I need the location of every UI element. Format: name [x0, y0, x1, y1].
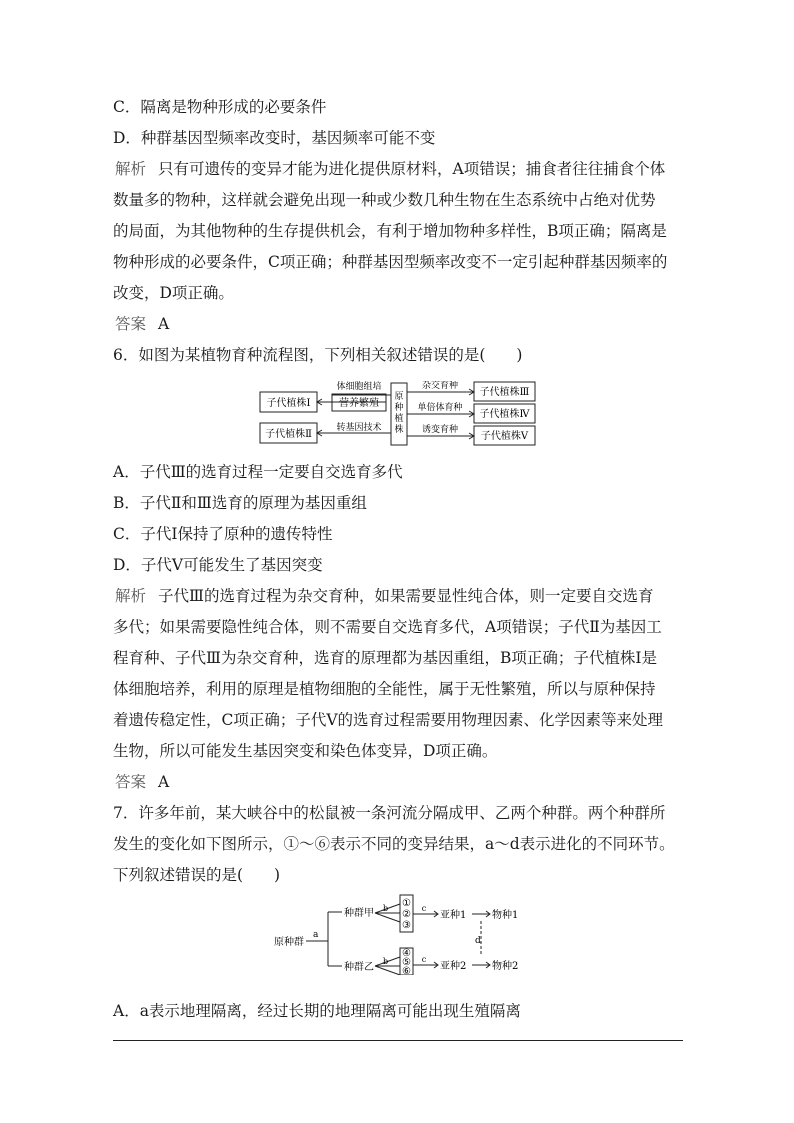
answer-q6: 答案 A — [115, 773, 170, 791]
analysis-label: 解析 — [115, 160, 147, 178]
svg-text:种群甲: 种群甲 — [344, 908, 374, 919]
svg-text:子代植株Ⅰ: 子代植株Ⅰ — [266, 398, 311, 409]
svg-text:⑥: ⑥ — [402, 966, 411, 975]
svg-text:原种植株: 原种植株 — [394, 392, 404, 435]
svg-text:b: b — [383, 904, 389, 913]
option-c-q6: C．子代Ⅰ保持了原种的遗传特性 — [113, 525, 333, 543]
option-a-q7: A．a表示地理隔离，经过长期的地理隔离可能出现生殖隔离 — [113, 1002, 521, 1020]
svg-text:单倍体育种: 单倍体育种 — [417, 403, 463, 413]
svg-text:杂交育种: 杂交育种 — [421, 381, 459, 391]
analysis-q6-line1: 解析 子代Ⅲ的选育过程为杂交育种，如果需要显性纯合体，则一定要自交选育 — [115, 587, 654, 605]
svg-text:子代植株Ⅴ: 子代植株Ⅴ — [480, 431, 529, 442]
svg-text:子代植株Ⅱ: 子代植株Ⅱ — [265, 429, 312, 440]
question-6: 6．如图为某植物育种流程图，下列相关叙述错误的是( ) — [113, 346, 523, 364]
answer-label: 答案 — [115, 315, 147, 333]
svg-text:c: c — [421, 904, 427, 913]
speciation-diagram — [272, 893, 532, 975]
answer-label: 答案 — [115, 773, 147, 791]
svg-text:亚种2: 亚种2 — [440, 961, 467, 972]
svg-text:④: ④ — [402, 948, 411, 959]
question-7-line3: 下列叙述错误的是( ) — [113, 866, 281, 884]
analysis-q5-line4: 物种形成的必要条件，C项正确；种群基因型频率改变不一定引起种群基因频率的 — [113, 253, 668, 271]
svg-text:子代植株Ⅳ: 子代植株Ⅳ — [479, 409, 530, 420]
breeding-flowchart — [258, 381, 538, 447]
svg-text:种群乙: 种群乙 — [344, 962, 374, 973]
analysis-q6-line6: 生物，所以可能发生基因突变和染色体变异，D项正确。 — [113, 742, 498, 760]
analysis-q5-line5: 改变，D项正确。 — [113, 284, 234, 302]
question-7-line2: 发生的变化如下图所示，①～⑥表示不同的变异结果，a～d表示进化的不同环节。 — [113, 835, 675, 853]
svg-text:b: b — [383, 957, 389, 966]
svg-text:转基因技术: 转基因技术 — [336, 423, 382, 433]
svg-text:原种群: 原种群 — [274, 937, 304, 948]
option-d-q5: D．种群基因型频率改变时，基因频率可能不变 — [113, 129, 436, 147]
svg-text:a: a — [313, 930, 319, 940]
svg-text:子代植株Ⅲ: 子代植株Ⅲ — [479, 387, 530, 398]
svg-text:诱变育种: 诱变育种 — [421, 425, 459, 435]
question-7-line1: 7．许多年前，某大峡谷中的松鼠被一条河流分隔成甲、乙两个种群。两个种群所 — [113, 804, 666, 822]
analysis-q5-line2: 数量多的物种，这样就会避免出现一种或少数几种生物在生态系统中占绝对优势 — [113, 191, 656, 209]
svg-text:d: d — [475, 936, 481, 946]
analysis-q6-line3: 程育种、子代Ⅲ为杂交育种，选育的原理都为基因重组，B项正确；子代植株Ⅰ是 — [113, 649, 657, 667]
option-b-q6: B．子代Ⅱ和Ⅲ选育的原理为基因重组 — [113, 494, 367, 512]
svg-text:②: ② — [402, 909, 411, 920]
svg-text:物种1: 物种1 — [492, 910, 519, 921]
analysis-q6-line2: 多代；如果需要隐性纯合体，则不需要自交选育多代，A项错误；子代Ⅱ为基因工 — [113, 618, 662, 636]
svg-text:亚种1: 亚种1 — [440, 910, 467, 921]
svg-text:⑤: ⑤ — [402, 957, 411, 968]
analysis-q6-line5: 着遗传稳定性，C项正确；子代Ⅴ的选育过程需要用物理因素、化学因素等来处理 — [113, 711, 664, 729]
svg-text:物种2: 物种2 — [492, 961, 519, 972]
option-a-q6: A．子代Ⅲ的选育过程一定要自交选育多代 — [113, 463, 403, 481]
analysis-label: 解析 — [115, 587, 147, 605]
svg-text:营养繁殖: 营养繁殖 — [339, 398, 379, 409]
analysis-q5-line3: 的局面，为其他物种的生存提供机会，有利于增加物种多样性，B项正确；隔离是 — [113, 222, 667, 240]
analysis-q5-line1: 解析 只有可遗传的变异才能为进化提供原材料，A项错误；捕食者往往捕食个体 — [115, 160, 666, 178]
svg-text:c: c — [421, 955, 427, 964]
svg-text:③: ③ — [402, 920, 411, 931]
svg-text:①: ① — [402, 898, 411, 909]
answer-q5: 答案 A — [115, 315, 170, 333]
option-d-q6: D．子代Ⅴ可能发生了基因突变 — [113, 556, 323, 574]
svg-text:体细胞组培: 体细胞组培 — [336, 382, 382, 392]
option-c-q5: C．隔离是物种形成的必要条件 — [113, 98, 327, 116]
bottom-rule — [113, 1040, 683, 1041]
analysis-q6-line4: 体细胞培养，利用的原理是植物细胞的全能性，属于无性繁殖，所以与原种保持 — [113, 680, 656, 698]
